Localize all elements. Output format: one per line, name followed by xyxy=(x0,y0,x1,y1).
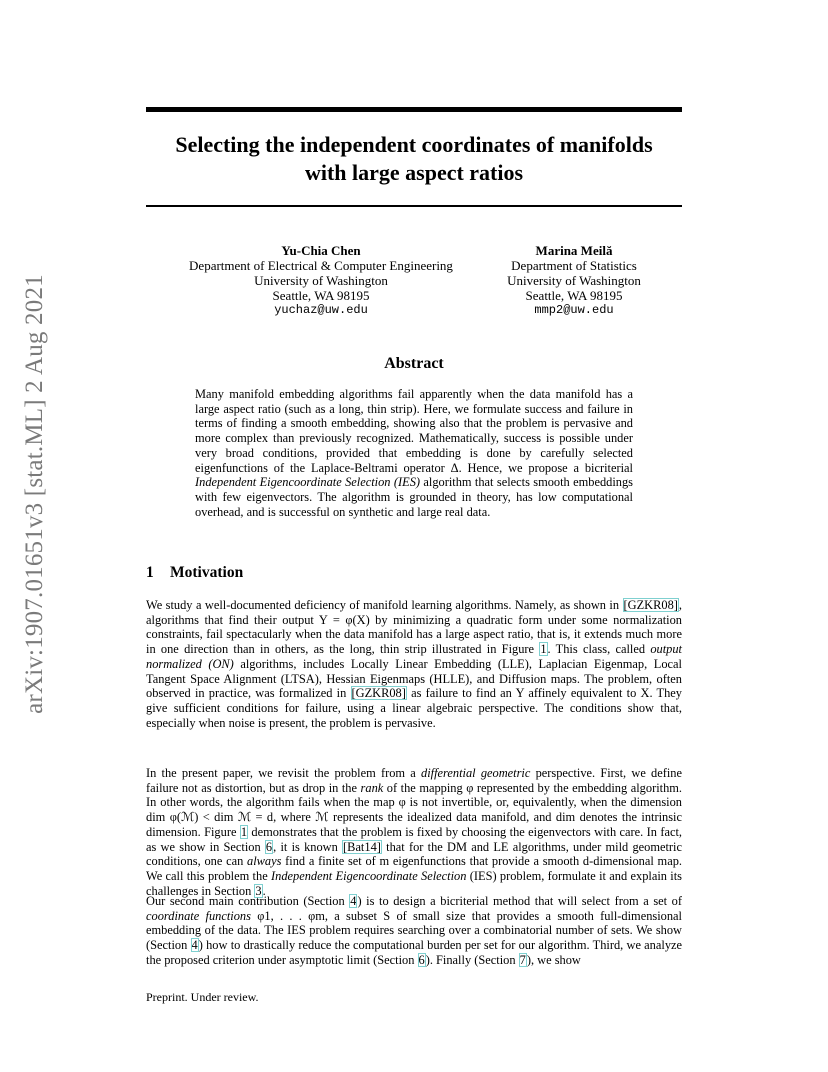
section-ref-link[interactable]: 3 xyxy=(255,883,262,898)
section-ref-link[interactable]: 6 xyxy=(418,952,425,967)
paragraph-text: ) how to drastically reduce the computational burden per set for our algorithm. Third, we analyze the proposed criterion under asymptotic limit (Section xyxy=(146,938,683,967)
paper-title xyxy=(146,131,682,187)
author-city: Seattle, WA 98195 xyxy=(272,288,370,303)
paragraph-text: , it is known xyxy=(273,839,343,854)
section-number: 1 xyxy=(146,564,154,581)
section-ref-link[interactable]: 6 xyxy=(265,839,273,854)
paragraph-text: , algorithms that find their output Y = φ(X) by minimizing a quadratic form under some normalization constraints, fail spectacularly when the data manifold has a large aspect ratio, that is, it extends much more in one direction than in others, as the long, thin strip illustrated in Figure xyxy=(146,598,682,657)
author-block-2 xyxy=(494,243,654,318)
arxiv-stamp-text: arXiv:1907.01651v3 [stat.ML] 2 Aug 2021 xyxy=(21,274,48,714)
author-email[interactable]: mmp2@uw.edu xyxy=(534,303,614,317)
author-name: Marina Meilă xyxy=(535,243,613,258)
abstract-text: Many manifold embedding algorithms fail apparently when the data manifold has a large aspect ratio (such as a long, thin strip). Here, we formulate success and failure in terms of finding a smooth embedding, showing also that the problem is pervasive and more complex than previously recognized. Mathematically, success is possible under very broad conditions, provided that embedding is done by carefully selected eigenfunctions of the Laplace-Beltrami operator Δ. Hence, we propose a bicriterial xyxy=(195,387,633,475)
paragraph-text: of the mapping φ represented by the embedding algorithm. In other words, the algorithm fails when the map φ is not invertible, or, equivalently, when the dimension dim φ(ℳ) < dim ℳ = d, where ℳ represents the idealized data manifold, and dim denotes the intrinsic dimension. Figure xyxy=(146,780,683,839)
citation-link[interactable]: [GZKR08] xyxy=(351,686,406,701)
paragraph-text: find a finite set of m eigenfunctions that provide a smooth d-dimensional map. We call this problem the xyxy=(146,854,682,883)
citation-link[interactable]: [Bat14] xyxy=(343,839,381,854)
author-dept: Department of Statistics xyxy=(511,258,637,273)
section-ref-link[interactable]: 7 xyxy=(519,952,526,967)
paragraph-text: ) is to design a bicriterial method that will select from a set of xyxy=(357,894,682,908)
section-heading xyxy=(146,564,243,582)
paragraph-text: as failure to find an Y affinely equivalent to X. They give sufficient conditions for failure, using a linear algebraic perspective. The conditions show that, especially when noise is present, the problem is pervasive. xyxy=(146,686,682,730)
italic-term: coordinate functions xyxy=(146,908,251,923)
paragraph-text: ). Finally (Section xyxy=(425,952,519,967)
section-ref-link[interactable]: 4 xyxy=(191,938,198,953)
paragraph-3 xyxy=(146,894,682,968)
paragraph-text: perspective. First, we define failure not as distortion, but as drop in the xyxy=(146,766,683,795)
author-city: Seattle, WA 98195 xyxy=(525,288,623,303)
title-top-rule xyxy=(146,107,682,112)
paragraph-2 xyxy=(146,766,682,898)
abstract-italic: Independent Eigencoordinate Selection (IES) xyxy=(195,475,421,490)
paragraph-text: Our second main contribution (Section xyxy=(146,894,350,908)
author-univ: University of Washington xyxy=(507,273,641,288)
section-ref-link[interactable]: 4 xyxy=(350,894,357,908)
italic-term: always xyxy=(247,854,282,869)
title-line-1: Selecting the independent coordinates of manifolds xyxy=(175,132,653,157)
title-line-2: with large aspect ratios xyxy=(304,160,524,185)
section-title: Motivation xyxy=(170,564,244,581)
paragraph-text: ), we show xyxy=(526,952,581,967)
italic-term: rank xyxy=(360,780,384,795)
paragraph-text: algorithms, includes Locally Linear Embedding (LLE), Laplacian Eigenmap, Local Tangent Space Alignment (LTSA), Hessian Eigenmaps (HLLE), and Diffusion maps. The problem, often observed in practice, was formalized in xyxy=(146,656,682,701)
author-block-1 xyxy=(176,243,466,318)
paragraph-text: (IES) problem, formulate it and explain its challenges in Section xyxy=(146,868,683,898)
paragraph-text: In the present paper, we revisit the problem from a xyxy=(146,766,421,780)
paragraph-text: . xyxy=(262,883,266,898)
italic-term: differential geometric xyxy=(421,766,531,780)
citation-link[interactable]: [GZKR08] xyxy=(623,598,678,612)
abstract-heading: Abstract xyxy=(384,355,444,372)
paragraph-1 xyxy=(146,598,682,730)
abstract-body xyxy=(195,387,633,519)
paragraph-text: We study a well-documented deficiency of manifold learning algorithms. Namely, as shown in xyxy=(146,598,623,612)
figure-ref-link[interactable]: 1 xyxy=(240,824,248,839)
author-dept: Department of Electrical & Computer Engineering xyxy=(189,258,453,273)
paragraph-text: . This class, called xyxy=(547,642,651,657)
italic-term: output normalized (ON) xyxy=(146,642,682,671)
abstract-text: algorithm that selects smooth embeddings with few eigenvectors. The algorithm is grounded in theory, has low computational overhead, and is successful on synthetic and large real data. xyxy=(195,475,633,519)
italic-term: Independent Eigencoordinate Selection xyxy=(271,868,467,883)
paragraph-text: demonstrates that the problem is fixed by choosing the eigenvectors with care. In fact, as we show in Section xyxy=(146,824,682,854)
preprint-footer: Preprint. Under review. xyxy=(146,990,259,1004)
paragraph-text: that for the DM and LE algorithms, under mild geometric conditions, one can xyxy=(146,839,682,869)
figure-ref-link[interactable]: 1 xyxy=(540,642,547,657)
title-bottom-rule xyxy=(146,205,682,207)
author-name: Yu-Chia Chen xyxy=(281,243,361,258)
author-email[interactable]: yuchaz@uw.edu xyxy=(274,303,368,317)
arxiv-stamp xyxy=(20,274,50,714)
author-univ: University of Washington xyxy=(254,273,388,288)
paragraph-text: φ1, . . . φm, a subset S of small size that provides a smooth full-dimensional embedding of the data. The IES problem requires searching over a combinatorial number of sets. We show (Section xyxy=(146,908,682,953)
